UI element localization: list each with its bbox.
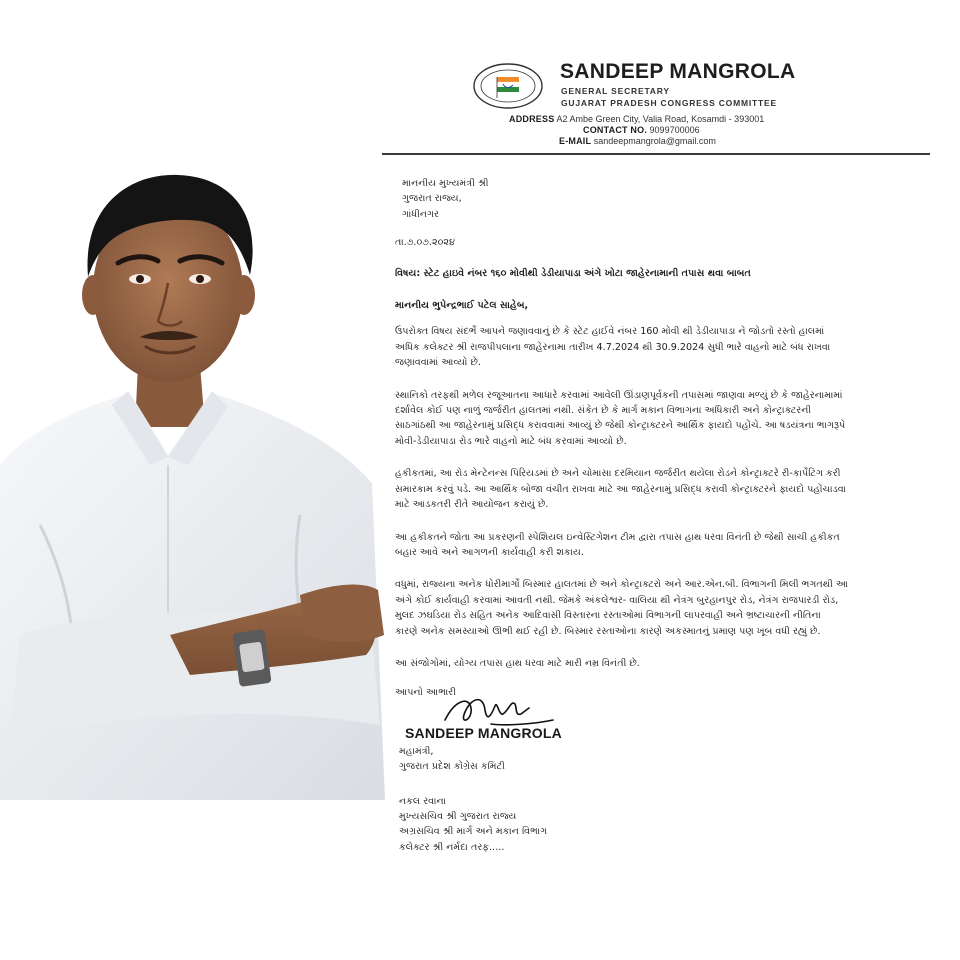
address-label: ADDRESS: [509, 114, 555, 124]
letterhead-name: SANDEEP MANGROLA: [560, 60, 796, 83]
letter-date: તા.૭.૦૭.૨૦૨૪: [395, 237, 455, 249]
address-line: [509, 114, 764, 124]
cc-item: અગ્રસચિવ શ્રી માર્ગ અને મકાન વિભાગ: [399, 826, 548, 838]
paragraph-line: બહાર આવે અને આગળની કાર્યવાહી કરી શકાય.: [395, 546, 584, 558]
copy-to-list: [395, 794, 935, 856]
letter-salutation: માનનીય ભુપેન્દ્રભાઈ પટેલ સાહેબ,: [395, 300, 529, 312]
contact-value: 9099700006: [649, 125, 700, 135]
designation-line: ગુજરાત પ્રદેશ કોંગ્રેસ કમિટી: [399, 761, 505, 773]
signature-block: [395, 704, 935, 744]
recipient-address: [395, 176, 935, 222]
paragraph: [395, 656, 935, 671]
letter-closing: આપનો આભારી: [395, 687, 456, 699]
paragraph-line: ઉપરોક્ત વિષય સંદર્ભે આપને જણાવવાનું છે કે સ્ટેટ હાઈવે નંબર 160 મોવી થી ડેડીયાપાડા ને જોડતો રસ્તો હાલમાં: [395, 326, 825, 338]
paragraph-line: આ સંજોગોમાં, યોગ્ય તપાસ હાથ ધરવા માટે મારી નમ્ર વિનંતી છે.: [395, 657, 640, 669]
contact-label: CONTACT NO.: [583, 125, 648, 135]
paragraph-line: અધિક કલેક્ટર શ્રી રાજપીપલાના જાહેરનામા તારીખ 4.7.2024 થી 30.9.2024 સુધી ભારે વાહનો માટે બંધ રાખવા: [395, 341, 831, 353]
paragraph: [395, 324, 935, 370]
congress-logo: [472, 62, 544, 110]
address-value: A2 Ambe Green City, Valia Road, Kosamdi - 393001: [556, 114, 765, 124]
paragraph: [395, 466, 935, 512]
cc-heading: નકલ રવાના: [399, 795, 447, 807]
paragraph-line: સ્થાનિકો તરફથી મળેલ રજૂઆતના આધારે કરવામાં આવેલી ઊંડાણપૂર્વકની તપાસમાં જાણવા મળ્યું છે કે જાહેરનામામાં: [395, 389, 843, 401]
paragraph: [395, 388, 935, 450]
contact-line: [583, 125, 700, 135]
recipient-line: ગુજરાત રાજ્ય,: [402, 193, 462, 205]
email-label: E-MAIL: [559, 136, 592, 146]
cc-item: કલેક્ટર શ્રી નર્મદા તરફ.....: [399, 841, 505, 853]
signatory-name: SANDEEP MANGROLA: [405, 724, 562, 741]
signatory-designation: [395, 744, 935, 775]
recipient-line: ગાંધીનગર: [402, 208, 439, 220]
paragraph-line: દર્શાવેલ કોઈ પણ નાળું જર્જરીત હાલતમાં નથી. સંકેત છે કે માર્ગ મકાન વિભાગના અધિકારી અને કોન્ટ્રાક્ટરની: [395, 405, 812, 417]
email-line: [559, 136, 716, 146]
paragraph: [395, 577, 935, 639]
cc-item: મુખ્યસચિવ શ્રી ગુજરાત રાજ્ય: [399, 810, 517, 822]
designation-line: મહામંત્રી,: [399, 745, 434, 757]
paragraph-line: સમારકામ કરવું પડે. આ આર્થિક બોજા વંચીત રાખવા માટે આ જાહેરનામું પ્રસિદ્ધ કરાવી કોન્ટ્રાક્ટરને ફાયદો પહોંચાડવા: [395, 483, 847, 495]
recipient-line: માનનીય મુખ્યમંત્રી શ્રી: [402, 178, 489, 189]
paragraph: [395, 530, 935, 561]
email-value: sandeepmangrola@gmail.com: [593, 136, 716, 146]
letterhead-title-line1: GENERAL SECRETARY: [561, 86, 670, 96]
paragraph-line: મુલદ ઝઘડિયા રોડ સહિત અનેક આદિવાસી વિસ્તારના રસ્તાઓમાં વિભાગની લાપરવાહી અને ભ્રષ્ટાચારની નીતિના: [395, 610, 821, 622]
paragraph-line: કારણે અનેક સમસ્યાઓ ઊભી થઈ રહી છે. બિસ્માર રસ્તાઓના કારણે અકસ્માતનું પ્રમાણ પણ ખૂબ વધી રહ્યું છે.: [395, 625, 821, 637]
paragraph-line: જણાવવામાં આવ્યો છે.: [395, 357, 481, 369]
portrait-photo: [0, 165, 385, 800]
paragraph-line: માટે આડકતરી રીતે આયોજન કરાયું છે.: [395, 499, 549, 511]
paragraph-line: મોવી-ડેડીયાપાડા રોડ ભારે વાહનો માટે બંધ કરવામાં આવ્યો છે.: [395, 435, 627, 447]
letterhead-title-line2: GUJARAT PRADESH CONGRESS COMMITTEE: [561, 98, 777, 108]
paragraph-line: વધુમાં, રાજ્યના અનેક ધોરીમાર્ગો બિસ્માર હાલતમાં છે અને કોન્ટ્રાક્ટરો અને આર.એન.બી. વિભાગની મિલી ભગતથી આ: [395, 579, 849, 591]
paragraph-line: હકીકતમાં, આ રોડ મેન્ટેનન્સ પિરિયડમાં છે અને ચોમાસા દરમિયાન જર્જરીત થયેલા રોડને કોન્ટ્રાક્ટરે રી-કાર્પેટિંગ કરી: [395, 468, 841, 480]
letter-subject: વિષય: સ્ટેટ હાઇવે નંબર ૧૬૦ મોવીથી ડેડીયાપાડા અંગે ખોટા જાહેરનામાની તપાસ થવા બાબત: [395, 267, 751, 279]
letter-body: [395, 176, 935, 855]
paragraph-line: આ હકીકતને જોતા આ પ્રકરણની સ્પેશિયલ ઇન્વેસ્ટિગેશન ટીમ દ્વારા તપાસ હાથ ધરવા વિનંતી છે જેથી સાચી હકીકત: [395, 531, 840, 543]
paragraph-line: સાઠગાંઠથી આ જાહેરનામું પ્રસિદ્ધ કરાવવામાં આવ્યું છે જેથી કોન્ટ્રાક્ટરને આર્થિક ફાયદો પહોંચે. આ ષડયંત્રના ભાગરૂપે: [395, 420, 846, 432]
portrait-illustration: [0, 165, 385, 800]
letterhead-divider: [382, 153, 930, 155]
paragraph-line: અંગે કોઈ કાર્યવાહી કરવામાં આવતી નથી. જેમકે અંકલેશ્વર- વાલિયા થી નેત્રંગ બુરહાનપુર રોડ, નેત્રંગ રાજપારડી રોડ,: [395, 594, 839, 606]
